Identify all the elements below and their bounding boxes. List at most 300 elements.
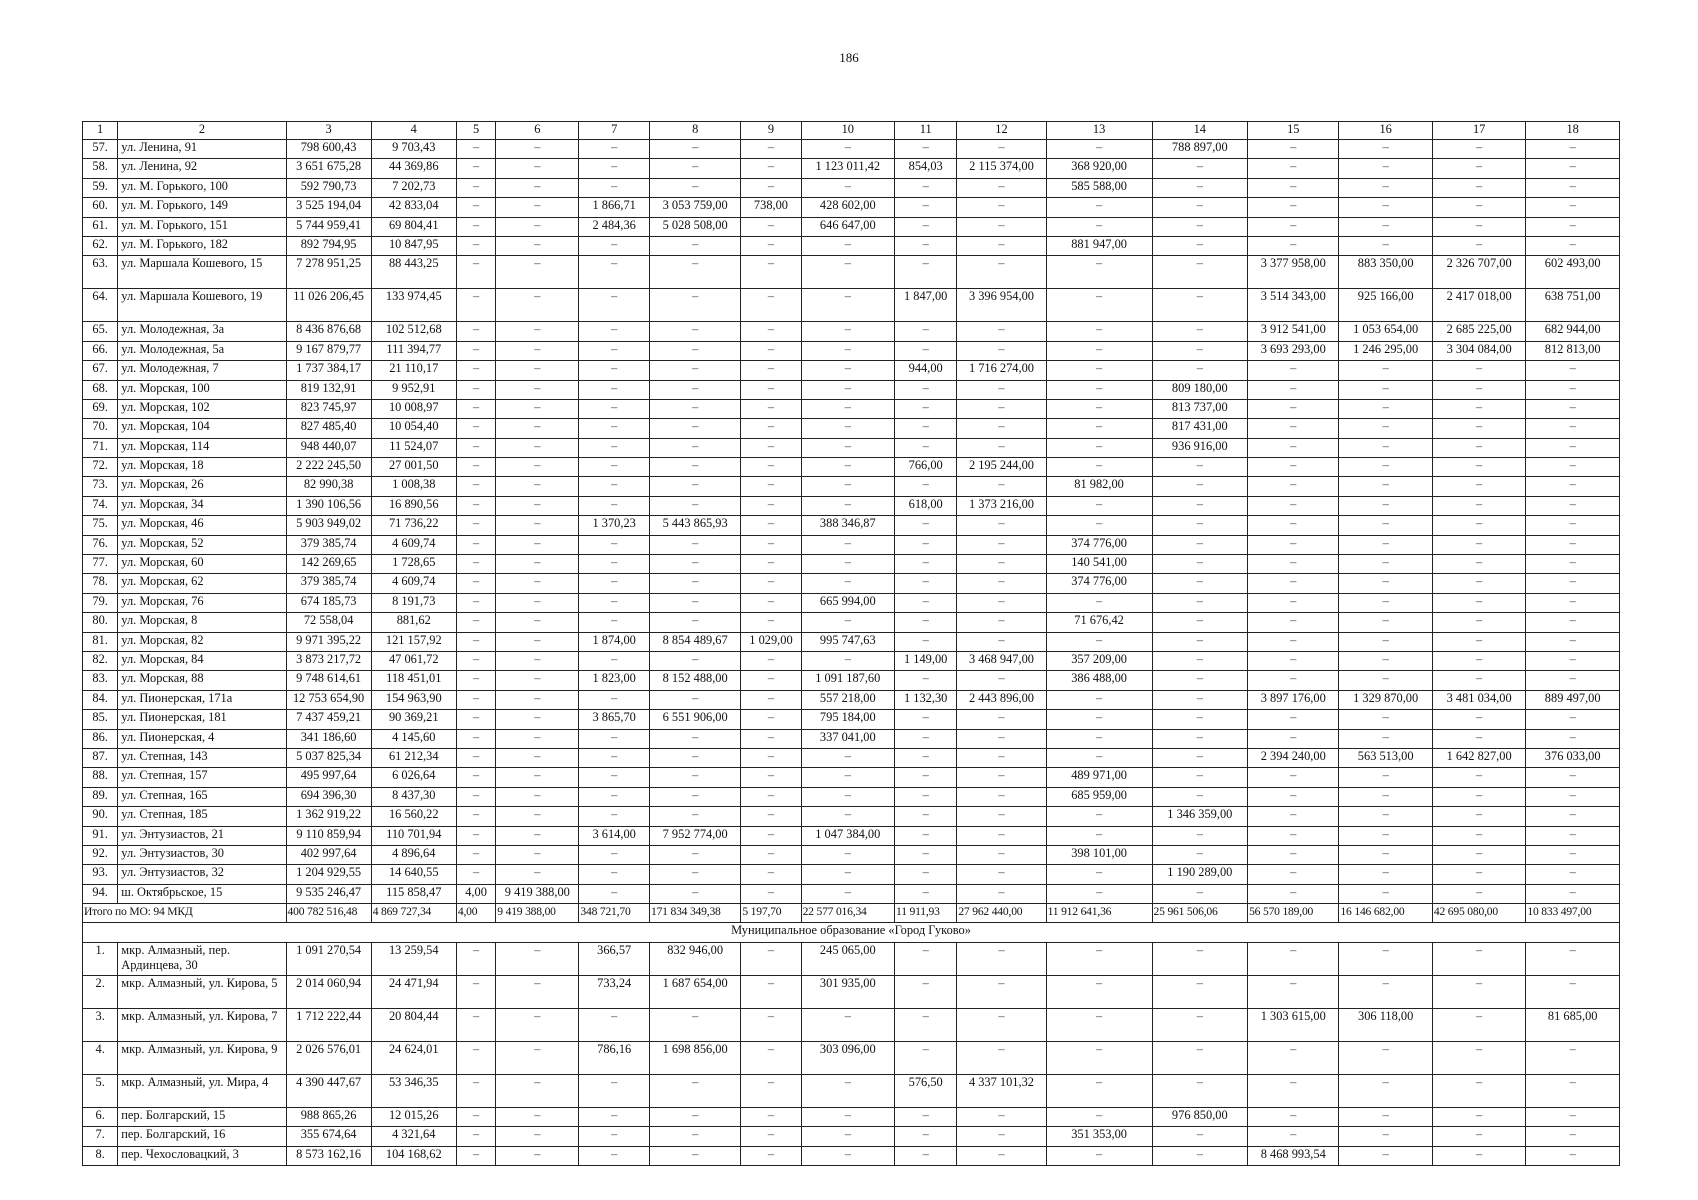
table-cell: – xyxy=(1046,748,1152,767)
table-cell: – xyxy=(1432,671,1525,690)
table-cell: Муниципальное образование «Город Гуково» xyxy=(83,923,1620,942)
table-cell: 3 912 541,00 xyxy=(1248,322,1339,341)
table-cell: – xyxy=(496,555,579,574)
table-cell: – xyxy=(1152,845,1248,864)
table-cell: 1 373 216,00 xyxy=(957,496,1046,515)
table-cell: – xyxy=(895,256,957,289)
table-cell: ул. М. Горького, 182 xyxy=(118,236,286,255)
table-cell: 4 609,74 xyxy=(371,535,456,554)
table-cell: – xyxy=(1339,671,1432,690)
table-cell: 6 026,64 xyxy=(371,768,456,787)
table-cell: 11 026 206,45 xyxy=(286,289,371,322)
table-cell: – xyxy=(456,140,495,159)
table-cell: 62. xyxy=(83,236,118,255)
table-cell: – xyxy=(1046,632,1152,651)
table-cell: 4,00 xyxy=(456,904,495,923)
table-cell: 3 614,00 xyxy=(579,826,650,845)
table-cell: – xyxy=(1432,787,1525,806)
table-cell: – xyxy=(456,1041,495,1074)
table-cell: – xyxy=(1152,1146,1248,1165)
table-cell: 2 394 240,00 xyxy=(1248,748,1339,767)
table-cell: – xyxy=(649,807,740,826)
table-cell: – xyxy=(1248,159,1339,178)
table-cell: 92. xyxy=(83,845,118,864)
table-cell: – xyxy=(456,341,495,360)
table-cell: – xyxy=(579,419,650,438)
table-cell: 585 588,00 xyxy=(1046,178,1152,197)
table-cell: – xyxy=(649,729,740,748)
table-cell: ул. Степная, 157 xyxy=(118,768,286,787)
table-row xyxy=(83,1008,1620,1041)
table-cell: – xyxy=(1339,1146,1432,1165)
table-cell: – xyxy=(1046,380,1152,399)
table-cell: – xyxy=(1046,256,1152,289)
table-cell: – xyxy=(1046,1008,1152,1041)
table-cell: – xyxy=(1152,289,1248,322)
table-cell: 89. xyxy=(83,787,118,806)
table-cell: 171 834 349,38 xyxy=(649,904,740,923)
table-cell: 8 xyxy=(649,122,740,140)
table-cell: – xyxy=(895,632,957,651)
table-cell: 2 484,36 xyxy=(579,217,650,236)
table-cell: – xyxy=(741,690,801,709)
table-cell: – xyxy=(895,198,957,217)
table-cell: – xyxy=(1526,458,1620,477)
table-cell: – xyxy=(496,574,579,593)
table-cell: – xyxy=(1248,1127,1339,1146)
table-cell: – xyxy=(1526,884,1620,903)
table-cell: – xyxy=(1432,477,1525,496)
table-cell: – xyxy=(895,1008,957,1041)
table-cell: – xyxy=(456,535,495,554)
table-cell: 1 687 654,00 xyxy=(649,975,740,1008)
table-cell: ул. Морская, 82 xyxy=(118,632,286,651)
table-cell: – xyxy=(1432,710,1525,729)
table-cell: 489 971,00 xyxy=(1046,768,1152,787)
table-cell: 5 037 825,34 xyxy=(286,748,371,767)
table-cell: 7 xyxy=(579,122,650,140)
table-cell: 827 485,40 xyxy=(286,419,371,438)
table-cell: 7 202,73 xyxy=(371,178,456,197)
table-cell: – xyxy=(496,361,579,380)
table-cell: – xyxy=(1526,807,1620,826)
table-cell: – xyxy=(1152,361,1248,380)
table-cell: 76. xyxy=(83,535,118,554)
table-cell: 3 053 759,00 xyxy=(649,198,740,217)
table-cell: – xyxy=(741,458,801,477)
table-cell: – xyxy=(801,787,894,806)
table-cell: – xyxy=(1248,651,1339,670)
table-cell: – xyxy=(1248,613,1339,632)
table-cell: – xyxy=(649,845,740,864)
table-cell: 1 091 187,60 xyxy=(801,671,894,690)
table-cell: 6 xyxy=(496,122,579,140)
table-cell: 2 115 374,00 xyxy=(957,159,1046,178)
table-cell: – xyxy=(649,380,740,399)
table-cell: – xyxy=(1046,361,1152,380)
table-cell: – xyxy=(496,289,579,322)
table-cell: 3 396 954,00 xyxy=(957,289,1046,322)
table-cell: – xyxy=(1339,651,1432,670)
table-cell: – xyxy=(649,438,740,457)
table-cell: – xyxy=(895,438,957,457)
table-cell: – xyxy=(1432,768,1525,787)
table-cell: – xyxy=(579,438,650,457)
table-cell: – xyxy=(1248,419,1339,438)
table-cell: – xyxy=(1432,942,1525,975)
table-cell: 1 370,23 xyxy=(579,516,650,535)
table-cell: ул. Морская, 88 xyxy=(118,671,286,690)
table-cell: 4. xyxy=(83,1041,118,1074)
table-cell: – xyxy=(741,1127,801,1146)
table-cell: 118 451,01 xyxy=(371,671,456,690)
table-cell: 65. xyxy=(83,322,118,341)
table-cell: – xyxy=(1432,826,1525,845)
table-cell: – xyxy=(1046,807,1152,826)
table-cell: 3 525 194,04 xyxy=(286,198,371,217)
table-cell: – xyxy=(741,748,801,767)
table-cell: 795 184,00 xyxy=(801,710,894,729)
table-cell: 948 440,07 xyxy=(286,438,371,457)
table-cell: – xyxy=(957,1146,1046,1165)
table-cell: – xyxy=(1526,140,1620,159)
table-cell: 9 703,43 xyxy=(371,140,456,159)
table-cell: – xyxy=(741,217,801,236)
table-cell: 301 935,00 xyxy=(801,975,894,1008)
table-cell: – xyxy=(957,419,1046,438)
table-cell: – xyxy=(456,322,495,341)
table-cell: – xyxy=(579,477,650,496)
table-cell: – xyxy=(895,477,957,496)
table-cell: – xyxy=(1526,555,1620,574)
table-row xyxy=(83,1146,1620,1165)
table-cell: – xyxy=(649,289,740,322)
table-cell: 5. xyxy=(83,1074,118,1107)
table-cell: 3 xyxy=(286,122,371,140)
table-cell: 1 246 295,00 xyxy=(1339,341,1432,360)
table-cell: 341 186,60 xyxy=(286,729,371,748)
table-cell: – xyxy=(741,1008,801,1041)
table-cell: – xyxy=(1248,632,1339,651)
table-cell: 88 443,25 xyxy=(371,256,456,289)
table-cell: – xyxy=(1046,399,1152,418)
table-cell: – xyxy=(801,768,894,787)
table-cell: пер. Чехословацкий, 3 xyxy=(118,1146,286,1165)
table-row xyxy=(83,496,1620,515)
table-cell: – xyxy=(649,256,740,289)
table-cell: 936 916,00 xyxy=(1152,438,1248,457)
table-cell: 3 514 343,00 xyxy=(1248,289,1339,322)
table-cell: 379 385,74 xyxy=(286,535,371,554)
table-cell: – xyxy=(1248,807,1339,826)
table-cell: – xyxy=(1152,178,1248,197)
table-cell: 154 963,90 xyxy=(371,690,456,709)
table-cell: 8 854 489,67 xyxy=(649,632,740,651)
table-cell: – xyxy=(1152,217,1248,236)
table-row xyxy=(83,289,1620,322)
table-row xyxy=(83,419,1620,438)
table-cell: – xyxy=(801,341,894,360)
table-cell: 42 833,04 xyxy=(371,198,456,217)
table-cell: 7 278 951,25 xyxy=(286,256,371,289)
table-cell: 5 903 949,02 xyxy=(286,516,371,535)
table-cell: – xyxy=(1248,198,1339,217)
table-cell: 56 570 189,00 xyxy=(1248,904,1339,923)
table-cell: – xyxy=(1526,236,1620,255)
table-row xyxy=(83,516,1620,535)
table-cell: 402 997,64 xyxy=(286,845,371,864)
table-cell: – xyxy=(895,671,957,690)
table-cell: – xyxy=(741,826,801,845)
table-cell: – xyxy=(1432,729,1525,748)
page-number: 186 xyxy=(839,50,859,65)
table-cell: 9 110 859,94 xyxy=(286,826,371,845)
table-row xyxy=(83,458,1620,477)
table-cell: – xyxy=(579,555,650,574)
table-cell: 10 054,40 xyxy=(371,419,456,438)
table-cell: 1 728,65 xyxy=(371,555,456,574)
table-cell: – xyxy=(456,516,495,535)
table-cell: 854,03 xyxy=(895,159,957,178)
table-cell: 2 326 707,00 xyxy=(1432,256,1525,289)
table-cell: – xyxy=(1046,1107,1152,1126)
table-cell: – xyxy=(801,1146,894,1165)
table-cell: – xyxy=(1339,399,1432,418)
table-cell: 374 776,00 xyxy=(1046,535,1152,554)
table-cell: – xyxy=(1526,975,1620,1008)
table-cell: 812 813,00 xyxy=(1526,341,1620,360)
table-cell: ул. Морская, 62 xyxy=(118,574,286,593)
table-cell: – xyxy=(895,419,957,438)
table-cell: – xyxy=(456,458,495,477)
table-cell: ш. Октябрьское, 15 xyxy=(118,884,286,903)
table-cell: 67. xyxy=(83,361,118,380)
table-cell: – xyxy=(1046,865,1152,884)
table-cell: – xyxy=(1339,419,1432,438)
table-cell: – xyxy=(895,236,957,255)
table-cell: – xyxy=(1152,826,1248,845)
table-cell: 16 560,22 xyxy=(371,807,456,826)
table-cell: – xyxy=(801,807,894,826)
table-cell: 91. xyxy=(83,826,118,845)
table-cell: – xyxy=(1152,593,1248,612)
table-cell: мкр. Алмазный, ул. Мира, 4 xyxy=(118,1074,286,1107)
table-cell: – xyxy=(496,217,579,236)
table-cell: – xyxy=(456,289,495,322)
table-cell: – xyxy=(1432,399,1525,418)
table-cell: – xyxy=(456,236,495,255)
table-cell: – xyxy=(957,178,1046,197)
table-cell: 355 674,64 xyxy=(286,1127,371,1146)
table-cell: – xyxy=(895,613,957,632)
table-cell: – xyxy=(1046,458,1152,477)
table-cell: 303 096,00 xyxy=(801,1041,894,1074)
table-cell: – xyxy=(649,555,740,574)
table-cell: – xyxy=(1432,845,1525,864)
table-cell: – xyxy=(649,535,740,554)
table-cell: 674 185,73 xyxy=(286,593,371,612)
table-cell: – xyxy=(1152,574,1248,593)
table-cell: – xyxy=(741,236,801,255)
table-cell: – xyxy=(496,399,579,418)
table-cell: – xyxy=(456,787,495,806)
table-cell: – xyxy=(1152,256,1248,289)
table-cell: – xyxy=(1339,845,1432,864)
table-cell: 83. xyxy=(83,671,118,690)
table-cell: – xyxy=(895,975,957,1008)
table-cell: 12 xyxy=(957,122,1046,140)
table-cell: – xyxy=(579,748,650,767)
table-cell: 3 468 947,00 xyxy=(957,651,1046,670)
table-cell: – xyxy=(801,845,894,864)
table-cell: – xyxy=(801,361,894,380)
table-cell: 44 369,86 xyxy=(371,159,456,178)
table-cell: – xyxy=(895,140,957,159)
table-cell: – xyxy=(1248,458,1339,477)
table-cell: – xyxy=(1248,496,1339,515)
table-cell: – xyxy=(741,516,801,535)
table-cell: Итого по МО: 94 МКД xyxy=(83,904,287,923)
table-cell: – xyxy=(1432,419,1525,438)
table-cell: – xyxy=(1046,140,1152,159)
table-cell: – xyxy=(496,729,579,748)
table-cell: 6 551 906,00 xyxy=(649,710,740,729)
table-cell: – xyxy=(496,178,579,197)
table-cell: 64. xyxy=(83,289,118,322)
table-cell: 881 947,00 xyxy=(1046,236,1152,255)
table-cell: – xyxy=(1339,140,1432,159)
table-cell: – xyxy=(496,1041,579,1074)
table-cell: – xyxy=(1432,217,1525,236)
table-cell: 1 737 384,17 xyxy=(286,361,371,380)
table-cell: – xyxy=(456,198,495,217)
table-cell: 366,57 xyxy=(579,942,650,975)
table-cell: 87. xyxy=(83,748,118,767)
table-cell: – xyxy=(1046,419,1152,438)
table-cell: – xyxy=(1248,140,1339,159)
table-cell: – xyxy=(1526,671,1620,690)
table-cell: – xyxy=(1526,651,1620,670)
table-cell: 809 180,00 xyxy=(1152,380,1248,399)
table-cell: – xyxy=(1432,593,1525,612)
table-cell: – xyxy=(895,768,957,787)
table-cell: – xyxy=(1526,1074,1620,1107)
table-cell: 2 222 245,50 xyxy=(286,458,371,477)
table-cell: – xyxy=(957,865,1046,884)
table-cell: ул. Молодежная, 5а xyxy=(118,341,286,360)
table-row xyxy=(83,535,1620,554)
table-cell: – xyxy=(957,322,1046,341)
table-cell: – xyxy=(801,1107,894,1126)
table-cell: 306 118,00 xyxy=(1339,1008,1432,1041)
table-cell: – xyxy=(579,458,650,477)
table-cell: – xyxy=(579,159,650,178)
table-cell: – xyxy=(1526,768,1620,787)
table-cell: – xyxy=(649,865,740,884)
table-cell: – xyxy=(496,438,579,457)
table-cell: 1 190 289,00 xyxy=(1152,865,1248,884)
table-cell: – xyxy=(1339,236,1432,255)
table-cell: – xyxy=(1526,438,1620,457)
table-cell: – xyxy=(741,477,801,496)
table-cell: – xyxy=(1432,975,1525,1008)
table-cell: – xyxy=(1339,710,1432,729)
table-cell: 25 961 506,06 xyxy=(1152,904,1248,923)
table-cell: ул. Морская, 84 xyxy=(118,651,286,670)
table-cell: – xyxy=(496,975,579,1008)
table-cell: 11 xyxy=(895,122,957,140)
table-cell: – xyxy=(649,690,740,709)
table-cell: 988 865,26 xyxy=(286,1107,371,1126)
table-cell: – xyxy=(1152,942,1248,975)
table-cell: – xyxy=(741,710,801,729)
table-cell: 81 982,00 xyxy=(1046,477,1152,496)
table-cell: – xyxy=(957,341,1046,360)
table-cell: ул. М. Горького, 151 xyxy=(118,217,286,236)
table-cell: – xyxy=(1339,516,1432,535)
table-row xyxy=(83,477,1620,496)
table-cell: – xyxy=(957,632,1046,651)
table-cell: – xyxy=(649,341,740,360)
table-cell: 10 847,95 xyxy=(371,236,456,255)
table-cell: 3 304 084,00 xyxy=(1432,341,1525,360)
table-cell: – xyxy=(1339,496,1432,515)
table-cell: – xyxy=(579,380,650,399)
table-cell: – xyxy=(1339,942,1432,975)
table-cell: – xyxy=(1432,1041,1525,1074)
table-cell: – xyxy=(1339,217,1432,236)
table-cell: 115 858,47 xyxy=(371,884,456,903)
table-cell: – xyxy=(456,477,495,496)
table-cell: – xyxy=(741,438,801,457)
table-cell: ул. Пионерская, 171а xyxy=(118,690,286,709)
table-cell: – xyxy=(579,807,650,826)
table-cell: 6. xyxy=(83,1107,118,1126)
table-cell: – xyxy=(579,361,650,380)
table-cell: ул. Пионерская, 181 xyxy=(118,710,286,729)
table-cell: – xyxy=(496,256,579,289)
table-cell: – xyxy=(496,322,579,341)
table-cell: 788 897,00 xyxy=(1152,140,1248,159)
table-row xyxy=(83,748,1620,767)
table-cell: 2 685 225,00 xyxy=(1432,322,1525,341)
table-cell: – xyxy=(957,845,1046,864)
table-cell: – xyxy=(895,380,957,399)
table-cell: 8 191,73 xyxy=(371,593,456,612)
table-cell: – xyxy=(895,322,957,341)
table-cell: 4 390 447,67 xyxy=(286,1074,371,1107)
table-cell: 84. xyxy=(83,690,118,709)
table-cell: – xyxy=(957,198,1046,217)
table-cell: – xyxy=(1248,845,1339,864)
table-row xyxy=(83,710,1620,729)
table-cell: – xyxy=(496,1146,579,1165)
table-cell: – xyxy=(895,845,957,864)
table-cell: – xyxy=(1526,865,1620,884)
data-table xyxy=(82,121,1620,1166)
table-cell: 13 xyxy=(1046,122,1152,140)
table-cell: – xyxy=(579,322,650,341)
table-cell: – xyxy=(1526,159,1620,178)
table-cell: – xyxy=(1526,942,1620,975)
table-cell: – xyxy=(1339,768,1432,787)
table-cell: – xyxy=(649,787,740,806)
table-cell: – xyxy=(456,826,495,845)
table-cell: 576,50 xyxy=(895,1074,957,1107)
table-cell: – xyxy=(895,748,957,767)
table-cell: 24 471,94 xyxy=(371,975,456,1008)
table-cell: мкр. Алмазный, пер. Ардинцева, 30 xyxy=(118,942,286,975)
